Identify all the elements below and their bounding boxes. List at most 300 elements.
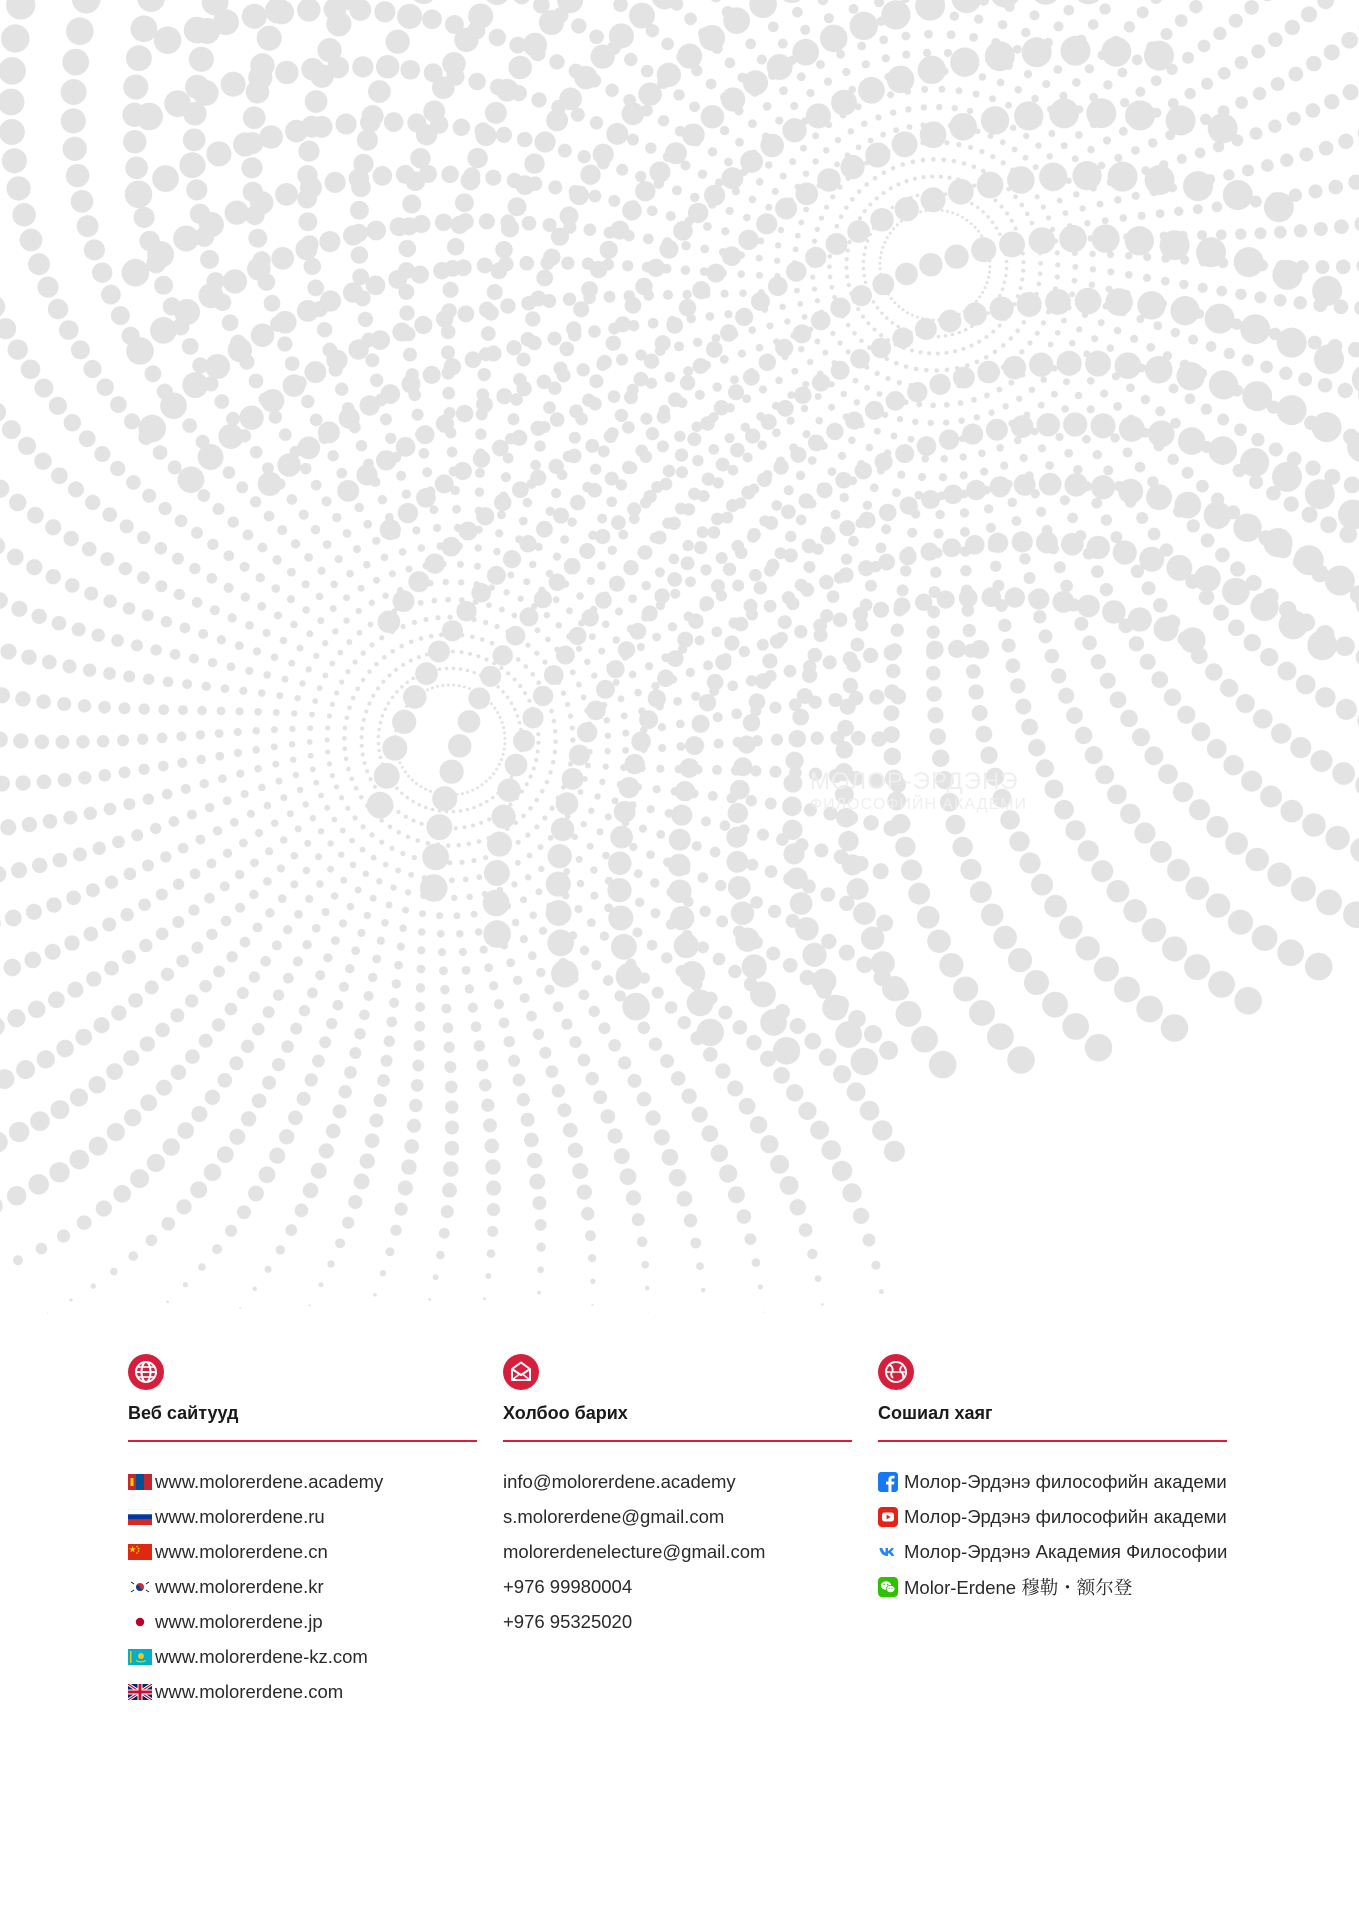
social-label[interactable]: Molor-Erdene 穆勒・额尔登: [904, 1576, 1133, 1598]
website-item[interactable]: [128, 1639, 480, 1674]
pattern-dot: [984, 286, 987, 289]
pattern-dot: [240, 937, 251, 948]
pattern-dot: [176, 1199, 191, 1214]
pattern-dot: [845, 274, 849, 278]
pattern-dot: [1041, 204, 1046, 209]
pattern-dot: [1290, 737, 1311, 758]
pattern-dot: [944, 140, 949, 145]
pattern-dot: [815, 227, 820, 232]
pattern-dot: [508, 413, 520, 425]
pattern-dot: [1107, 179, 1115, 187]
pattern-dot: [182, 418, 197, 433]
pattern-dot: [442, 620, 463, 641]
pattern-dot: [657, 440, 669, 452]
pattern-dot: [1184, 88, 1195, 99]
pattern-dot: [564, 558, 581, 575]
pattern-dot: [991, 38, 1000, 47]
pattern-dot: [1305, 460, 1320, 475]
pattern-dot: [803, 207, 809, 213]
pattern-dot: [903, 198, 907, 202]
pattern-dot: [1001, 343, 1006, 348]
pattern-dot: [979, 0, 989, 6]
pattern-dot: [622, 993, 650, 1021]
website-item[interactable]: [128, 1569, 480, 1604]
pattern-dot: [531, 92, 546, 107]
pattern-dot: [312, 1055, 325, 1068]
pattern-dot: [823, 147, 829, 153]
pattern-dot: [408, 872, 414, 878]
website-link[interactable]: www.molorerdene.academy: [155, 1470, 384, 1492]
website-link[interactable]: www.molorerdene.jp: [155, 1610, 323, 1632]
pattern-dot: [1041, 320, 1046, 325]
pattern-dot: [790, 102, 798, 110]
pattern-dot: [667, 316, 677, 326]
pattern-dot: [325, 749, 330, 754]
pattern-dot: [920, 385, 925, 390]
pattern-dot: [924, 368, 929, 373]
pattern-dot: [104, 961, 119, 976]
pattern-dot: [1271, 77, 1285, 91]
pattern-dot: [1275, 542, 1291, 558]
pattern-dot: [352, 56, 373, 77]
pattern-dot: [1212, 314, 1223, 325]
pattern-dot: [715, 1063, 730, 1078]
social-item-vk[interactable]: [878, 1534, 1230, 1569]
pattern-dot: [932, 385, 937, 390]
pattern-dot: [577, 1184, 592, 1199]
pattern-dot: [848, 536, 859, 547]
pattern-dot: [844, 205, 849, 210]
pattern-dot: [376, 686, 380, 690]
pattern-dot: [864, 182, 869, 187]
pattern-dot: [1206, 341, 1217, 352]
website-link[interactable]: www.molorerdene.com: [155, 1680, 344, 1702]
pattern-dot: [443, 1023, 454, 1034]
pattern-dot: [208, 658, 217, 667]
pattern-dot: [278, 894, 287, 903]
pattern-dot: [291, 710, 297, 716]
pattern-dot: [297, 645, 304, 652]
pattern-dot: [265, 1266, 272, 1273]
pattern-dot: [484, 657, 488, 661]
pattern-dot: [123, 602, 136, 615]
pattern-dot: [304, 258, 321, 275]
pattern-dot: [46, 569, 61, 584]
pattern-dot: [215, 752, 224, 761]
pattern-dot: [258, 784, 266, 792]
pattern-dot: [779, 304, 785, 310]
pattern-dot: [433, 262, 450, 279]
pattern-dot: [406, 835, 411, 840]
pattern-dot: [647, 206, 658, 217]
pattern-dot: [1279, 367, 1292, 380]
contact-phone-text[interactable]: +976 99980004: [503, 1575, 633, 1597]
pattern-dot: [555, 622, 561, 628]
pattern-dot: [1072, 250, 1078, 256]
pattern-dot: [1132, 728, 1150, 746]
pattern-dot: [861, 120, 867, 126]
pattern-dot: [318, 1282, 323, 1287]
pattern-dot: [961, 604, 974, 617]
pattern-dot: [172, 553, 184, 565]
pattern-dot: [758, 1284, 763, 1289]
pattern-dot: [528, 806, 533, 811]
pattern-dot: [1050, 298, 1055, 303]
pattern-dot: [979, 73, 987, 81]
pattern-dot: [927, 351, 931, 355]
pattern-dot: [297, 437, 320, 460]
pattern-dot: [1065, 50, 1074, 59]
pattern-dot: [71, 190, 94, 213]
pattern-dot: [361, 650, 366, 655]
pattern-dot: [865, 580, 877, 592]
pattern-dot: [158, 502, 171, 515]
pattern-dot: [883, 241, 886, 244]
pattern-dot: [931, 157, 936, 162]
pattern-dot: [800, 145, 807, 152]
pattern-dot: [279, 428, 292, 441]
pattern-dot: [1141, 395, 1150, 404]
pattern-dot: [1027, 340, 1032, 345]
pattern-dot: [1142, 581, 1156, 595]
pattern-dot: [1205, 663, 1222, 680]
pattern-dot: [1045, 780, 1064, 799]
pattern-dot: [1160, 491, 1172, 503]
pattern-dot: [513, 730, 535, 752]
pattern-dot: [622, 461, 635, 474]
pattern-dot: [1235, 289, 1246, 300]
pattern-dot: [205, 354, 230, 379]
pattern-dot: [923, 192, 927, 196]
pattern-dot: [590, 464, 601, 475]
pattern-dot: [225, 1003, 238, 1016]
contact-email-text[interactable]: molorerdenelecture@gmail.com: [503, 1540, 766, 1562]
pattern-dot: [414, 316, 432, 334]
pattern-dot: [990, 561, 1001, 572]
pattern-dot: [607, 660, 625, 678]
pattern-dot: [368, 973, 377, 982]
pattern-dot: [1253, 709, 1273, 729]
pattern-dot: [637, 643, 645, 651]
pattern-dot: [943, 318, 946, 321]
pattern-dot: [709, 412, 719, 422]
pattern-dot: [309, 712, 315, 718]
pattern-dot: [839, 493, 848, 502]
pattern-dot: [749, 693, 766, 710]
pattern-dot: [273, 709, 280, 716]
pattern-dot: [970, 881, 992, 903]
pattern-dot: [715, 880, 726, 891]
pattern-dot: [1213, 605, 1229, 621]
pattern-dot: [782, 820, 802, 840]
social-item-youtube[interactable]: [878, 1499, 1230, 1534]
pattern-dot: [952, 837, 972, 857]
pattern-dot: [4, 959, 21, 976]
pattern-dot: [453, 912, 460, 919]
pattern-dot: [311, 480, 322, 491]
pattern-dot: [692, 715, 710, 733]
pattern-dot: [379, 756, 383, 760]
pattern-dot: [627, 134, 639, 146]
pattern-dot: [900, 220, 903, 223]
pattern-dot: [206, 858, 216, 868]
pattern-dot: [291, 539, 300, 548]
pattern-dot: [721, 227, 729, 235]
pattern-dot: [325, 172, 346, 193]
pattern-dot: [991, 221, 995, 225]
pattern-dot: [1023, 412, 1030, 419]
pattern-dot: [854, 357, 859, 362]
pattern-dot: [298, 141, 319, 162]
website-link[interactable]: www.molorerdene.kr: [155, 1575, 324, 1597]
contact-email[interactable]: [503, 1534, 855, 1569]
pattern-dot: [120, 519, 134, 533]
pattern-dot: [965, 51, 973, 59]
pattern-dot: [914, 367, 919, 372]
website-item[interactable]: [128, 1499, 480, 1534]
pattern-dot: [727, 1080, 743, 1096]
pattern-dot: [390, 649, 395, 654]
contact-email-text[interactable]: info@molorerdene.academy: [503, 1470, 736, 1492]
website-link[interactable]: www.molorerdene.ru: [155, 1505, 325, 1527]
pattern-dot: [1123, 899, 1147, 923]
pattern-dot: [652, 987, 664, 999]
pattern-dot: [395, 690, 399, 694]
pattern-dot: [1072, 420, 1080, 428]
pattern-dot: [1285, 20, 1300, 35]
contact-email[interactable]: [503, 1464, 855, 1499]
pattern-dot: [921, 317, 924, 320]
pattern-dot: [487, 832, 512, 857]
pattern-dot: [495, 529, 503, 537]
website-item[interactable]: [128, 1604, 480, 1639]
pattern-dot: [939, 175, 943, 179]
pattern-dot: [803, 170, 809, 176]
pattern-dot: [646, 24, 659, 37]
pattern-dot: [528, 951, 537, 960]
website-item[interactable]: [128, 1534, 480, 1569]
pattern-dot: [920, 140, 925, 145]
social-label[interactable]: Молор-Эрдэнэ философийн академи: [904, 1470, 1227, 1492]
pattern-dot: [998, 323, 1002, 327]
pattern-dot: [854, 399, 860, 405]
pattern-dot: [124, 413, 140, 429]
pattern-dot: [271, 819, 279, 827]
pattern-dot: [506, 340, 521, 355]
pattern-dot: [944, 49, 952, 57]
contact-phone[interactable]: [503, 1569, 855, 1604]
pattern-dot: [626, 1190, 641, 1205]
pattern-dot: [1020, 277, 1024, 281]
pattern-dot: [347, 705, 352, 710]
pattern-dot: [338, 851, 344, 857]
website-link[interactable]: www.molorerdene-kz.com: [155, 1645, 368, 1667]
pattern-dot: [1062, 1013, 1089, 1040]
pattern-dot: [576, 856, 583, 863]
pattern-dot: [707, 674, 724, 691]
pattern-dot: [1237, 259, 1248, 270]
pattern-dot: [800, 25, 810, 35]
pattern-dot: [505, 754, 528, 777]
pattern-dot: [1158, 764, 1178, 784]
website-item[interactable]: [128, 1464, 480, 1499]
pattern-dot: [475, 468, 485, 478]
pattern-dot: [979, 149, 984, 154]
pattern-dot: [643, 234, 654, 245]
pattern-dot: [195, 834, 205, 844]
pattern-dot: [352, 659, 357, 664]
pattern-dot: [513, 677, 517, 681]
pattern-dot: [832, 95, 840, 103]
pattern-dot: [669, 1169, 686, 1186]
pattern-dot: [568, 713, 573, 718]
pattern-dot: [487, 566, 506, 585]
pattern-dot: [733, 1020, 748, 1035]
pattern-dot: [1261, 159, 1274, 172]
pattern-dot: [1091, 565, 1104, 578]
pattern-dot: [1314, 222, 1328, 236]
pattern-dot: [673, 89, 684, 100]
pattern-dot: [596, 680, 615, 699]
pattern-dot: [891, 206, 895, 210]
vk-icon: [878, 1542, 898, 1562]
contact-email-text[interactable]: s.molorerdene@gmail.com: [503, 1505, 725, 1527]
pattern-dot: [536, 968, 545, 977]
pattern-dot: [870, 483, 879, 492]
pattern-dot: [785, 531, 796, 542]
social-label[interactable]: Молор-Эрдэнэ философийн академи: [904, 1505, 1227, 1527]
pattern-dot: [939, 429, 959, 449]
pattern-dot: [728, 803, 748, 823]
pattern-dot: [656, 830, 665, 839]
pattern-dot: [526, 1011, 537, 1022]
pattern-dot: [1114, 481, 1125, 492]
pattern-dot: [624, 754, 644, 774]
pattern-dot: [897, 584, 909, 596]
pattern-dot: [1010, 219, 1014, 223]
pattern-dot: [489, 29, 506, 46]
pattern-dot: [930, 374, 951, 395]
pattern-dot: [1090, 120, 1098, 128]
pattern-dot: [997, 79, 1005, 87]
pattern-dot: [824, 13, 834, 23]
pattern-dot: [746, 795, 757, 806]
pattern-dot: [327, 840, 333, 846]
website-link[interactable]: www.molorerdene.cn: [155, 1540, 328, 1562]
pattern-dot: [337, 480, 359, 502]
pattern-dot: [756, 412, 765, 421]
pattern-dot: [725, 58, 736, 69]
pattern-dot: [157, 733, 168, 744]
pattern-dot: [798, 219, 804, 225]
pattern-dot: [1000, 139, 1006, 145]
pattern-dot: [553, 1001, 564, 1012]
pattern-dot: [513, 1074, 526, 1087]
pattern-dot: [369, 642, 374, 647]
pattern-dot: [698, 28, 710, 40]
pattern-dot: [66, 17, 94, 45]
contact-phone-text[interactable]: +976 95325020: [503, 1610, 633, 1632]
pattern-dot: [217, 1073, 232, 1088]
pattern-dot: [433, 524, 441, 532]
pattern-dot: [1151, 75, 1162, 86]
pattern-dot: [302, 606, 310, 614]
pattern-dot: [406, 796, 410, 800]
pattern-dot: [103, 595, 116, 608]
pattern-dot: [995, 226, 999, 230]
social-label[interactable]: Молор-Эрдэнэ Академия Философии: [904, 1540, 1228, 1562]
pattern-dot: [360, 726, 364, 730]
pattern-dot: [586, 701, 606, 721]
pattern-dot: [1090, 185, 1097, 192]
pattern-dot: [1140, 428, 1150, 438]
website-item[interactable]: [128, 1674, 480, 1709]
pattern-dot: [389, 998, 399, 1008]
pattern-dot: [455, 259, 472, 276]
social-item-facebook[interactable]: [878, 1464, 1230, 1499]
pattern-dot: [1053, 286, 1058, 291]
pattern-dot: [996, 387, 1002, 393]
pattern-dot: [960, 508, 969, 517]
pattern-dot: [0, 1131, 8, 1152]
pattern-dot: [583, 291, 596, 304]
pattern-dot: [553, 739, 558, 744]
pattern-dot: [629, 671, 637, 679]
pattern-dot: [862, 267, 866, 271]
pattern-dot: [301, 58, 324, 81]
pattern-dot: [726, 851, 748, 873]
pattern-dot: [697, 526, 709, 538]
pattern-dot: [608, 546, 617, 555]
pattern-dot: [36, 1243, 48, 1255]
pattern-dot: [807, 326, 813, 332]
contact-heading: Холбоо барих: [503, 1403, 628, 1423]
pattern-dot: [397, 943, 405, 951]
pattern-dot: [932, 318, 935, 321]
pattern-dot: [873, 863, 889, 879]
pattern-dot: [485, 1159, 500, 1174]
pattern-dot: [27, 507, 44, 524]
pattern-dot: [786, 1084, 803, 1101]
pattern-dot: [1196, 368, 1207, 379]
pattern-dot: [286, 494, 297, 505]
pattern-dot: [822, 995, 848, 1021]
pattern-dot: [682, 290, 691, 299]
pattern-dot: [586, 1072, 599, 1085]
contact-phone[interactable]: [503, 1604, 855, 1639]
pattern-dot: [918, 350, 922, 354]
pattern-dot: [1235, 228, 1246, 239]
pattern-dot: [1057, 198, 1063, 204]
pattern-dot: [365, 1133, 380, 1148]
pattern-dot: [876, 306, 880, 310]
pattern-dot: [1161, 254, 1170, 263]
pattern-dot: [523, 578, 530, 585]
social-item-wechat[interactable]: [878, 1569, 1230, 1604]
pattern-dot: [538, 137, 553, 152]
pattern-dot: [264, 802, 272, 810]
contact-email[interactable]: [503, 1499, 855, 1534]
pattern-dot: [299, 510, 309, 520]
pattern-dot: [750, 150, 758, 158]
pattern-dot: [205, 1090, 220, 1105]
pattern-dot: [190, 868, 201, 879]
pattern-dot: [532, 766, 536, 770]
pattern-dot: [660, 478, 673, 491]
pattern-dot: [404, 815, 408, 819]
pattern-dot: [569, 745, 590, 766]
pattern-dot: [542, 659, 547, 664]
